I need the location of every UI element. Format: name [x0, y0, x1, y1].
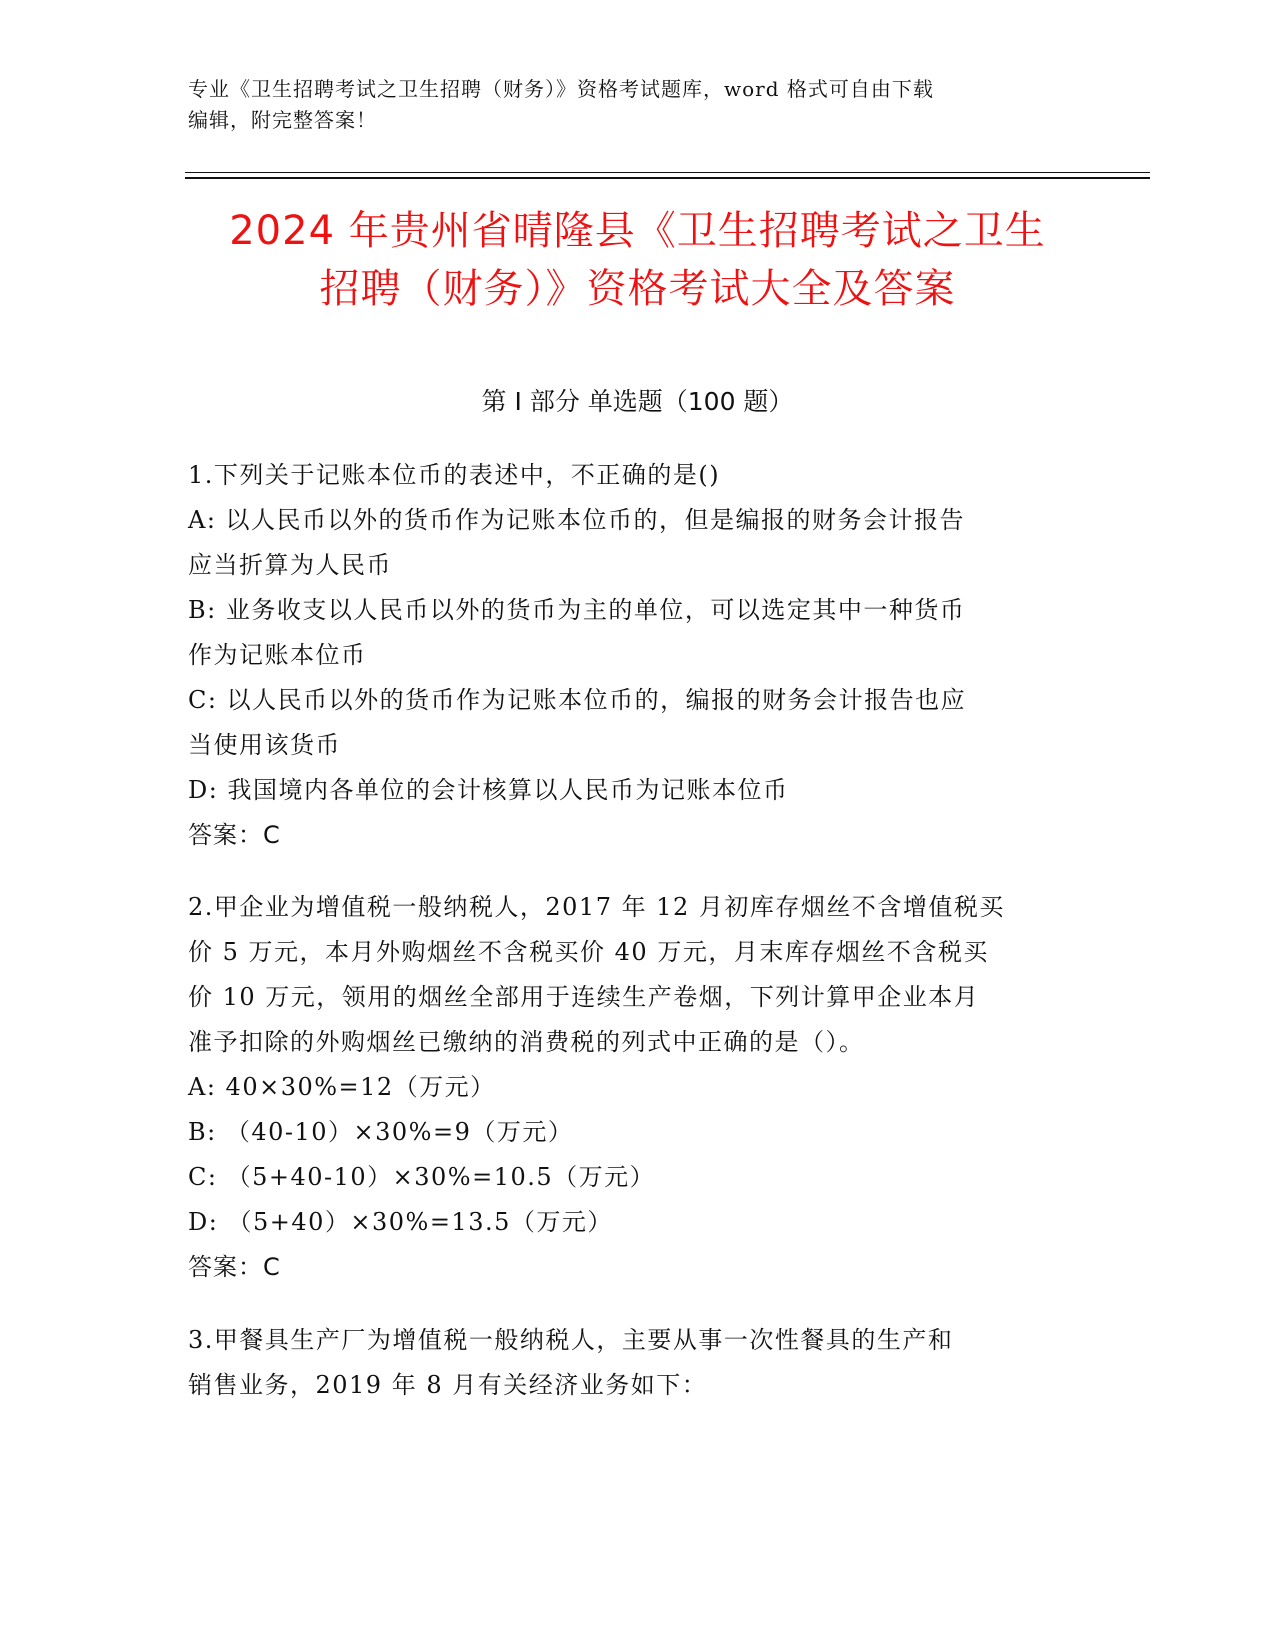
answer-label: 答案：C	[188, 1253, 281, 1281]
header-note-line-1: 专业《卫生招聘考试之卫生招聘（财务）》资格考试题库，word 格式可自由下载	[188, 77, 934, 101]
question-stem-line: 1.下列关于记账本位币的表述中，不正确的是()	[188, 461, 721, 489]
question-2	[188, 885, 1088, 1290]
question-stem-line-2: 销售业务，2019 年 8 月有关经济业务如下：	[188, 1371, 708, 1399]
option-b-line-1: B: （40-10）×30%=9（万元）	[188, 1118, 574, 1146]
question-stem-line-1: 3.甲餐具生产厂为增值税一般纳税人，主要从事一次性餐具的生产和	[188, 1326, 954, 1354]
answer-label: 答案：C	[188, 821, 281, 849]
header-rule-thin	[185, 172, 1150, 173]
question-stem-line-3: 价 10 万元，领用的烟丝全部用于连续生产卷烟，下列计算甲企业本月	[188, 983, 980, 1011]
section-heading: 第 I 部分 单选题（100 题）	[481, 387, 794, 416]
title-line-2: 招聘（财务）》资格考试大全及答案	[319, 266, 956, 312]
document-title	[160, 202, 1115, 318]
question-1	[188, 453, 1088, 858]
question-stem-line-1: 2.甲企业为增值税一般纳税人，2017 年 12 月初库存烟丝不含增值税买	[188, 893, 1005, 921]
option-d-line-1: D: 我国境内各单位的会计核算以人民币为记账本位币	[188, 776, 789, 804]
option-a-line-1: A: 40×30%=12（万元）	[188, 1073, 496, 1101]
option-b-line-2: 作为记账本位币	[188, 641, 367, 669]
header-note	[188, 74, 1088, 136]
question-stem-line-4: 准予扣除的外购烟丝已缴纳的消费税的列式中正确的是（）。	[188, 1028, 865, 1056]
question-stem-line-2: 价 5 万元，本月外购烟丝不含税买价 40 万元，月末库存烟丝不含税买	[188, 938, 989, 966]
option-a-line-2: 应当折算为人民币	[188, 551, 392, 579]
header-note-line-2: 编辑，附完整答案！	[188, 108, 377, 132]
option-a-line-1: A: 以人民币以外的货币作为记账本位币的，但是编报的财务会计报告	[188, 506, 966, 534]
header-rule-thick	[185, 177, 1150, 179]
option-c-line-1: C: （5+40-10）×30%=10.5（万元）	[188, 1163, 656, 1191]
title-line-1: 2024 年贵州省晴隆县《卫生招聘考试之卫生	[229, 208, 1046, 254]
option-c-line-2: 当使用该货币	[188, 731, 341, 759]
option-c-line-1: C: 以人民币以外的货币作为记账本位币的，编报的财务会计报告也应	[188, 686, 967, 714]
question-3	[188, 1318, 1088, 1408]
option-d-line-1: D: （5+40）×30%=13.5（万元）	[188, 1208, 613, 1236]
option-b-line-1: B: 业务收支以人民币以外的货币为主的单位，可以选定其中一种货币	[188, 596, 966, 624]
